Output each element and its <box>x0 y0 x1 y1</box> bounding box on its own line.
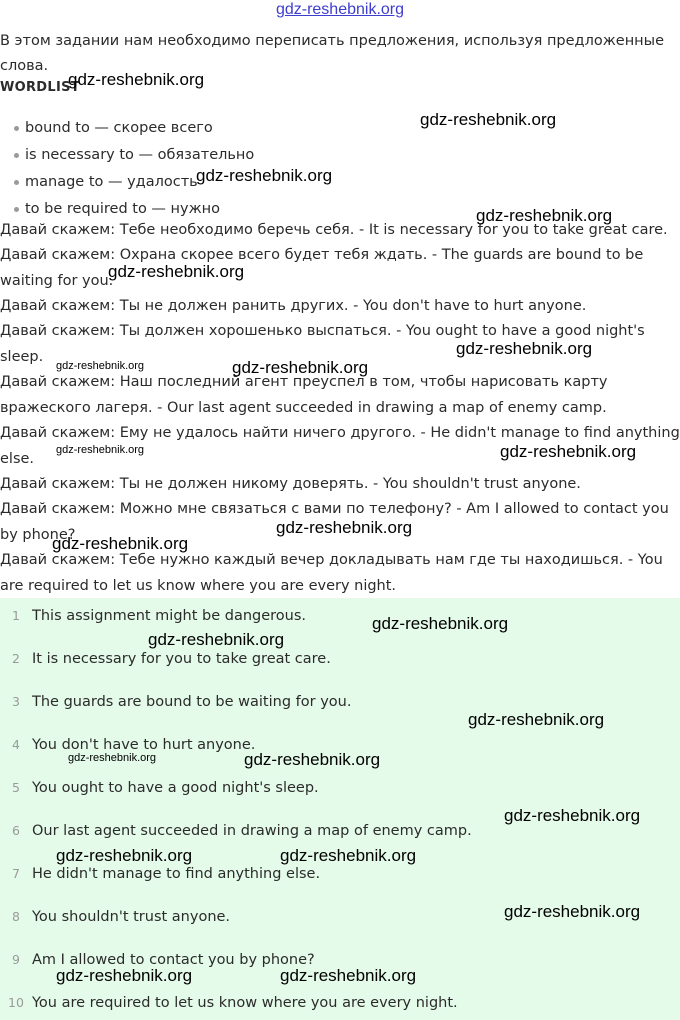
watermark: gdz-reshebnik.org <box>56 444 145 456</box>
watermark: gdz-reshebnik.org <box>500 442 637 461</box>
watermark: gdz-reshebnik.org <box>56 966 193 985</box>
watermark: gdz-reshebnik.org <box>372 614 509 633</box>
watermark: gdz-reshebnik.org <box>68 70 205 89</box>
answer-row: 10 You are required to let us know where you are every night. <box>8 995 458 1011</box>
bullet-icon <box>14 126 19 131</box>
watermark: gdz-reshebnik.org <box>196 166 333 185</box>
example-sentence: Давай скажем: Ты не должен ранить других. - You don't have to hurt anyone. <box>0 298 587 314</box>
bullet-icon <box>14 153 19 158</box>
watermark: gdz-reshebnik.org <box>456 339 593 358</box>
answer-row: 1 This assignment might be dangerous. <box>12 608 307 624</box>
watermark: gdz-reshebnik.org <box>244 750 381 769</box>
answer-row: 3 The guards are bound to be waiting for you. <box>12 694 352 710</box>
watermark: gdz-reshebnik.org <box>148 630 285 649</box>
bullet-icon <box>14 180 19 185</box>
answer-row: 2 It is necessary for you to take great care. <box>12 651 331 667</box>
answer-row: 5 You ought to have a good night's sleep. <box>12 780 319 796</box>
watermark: gdz-reshebnik.org <box>280 846 417 865</box>
wordlist-title: WORDLIST <box>0 80 80 95</box>
watermark: gdz-reshebnik.org <box>504 902 641 921</box>
wordlist-item: to be required to — нужно <box>14 200 220 218</box>
answer-row: 7 He didn't manage to find anything else. <box>12 866 321 882</box>
watermark: gdz-reshebnik.org <box>52 534 189 553</box>
watermark: gdz-reshebnik.org <box>232 358 369 377</box>
answer-row: 6 Our last agent succeeded in drawing a map of enemy camp. <box>12 823 472 839</box>
watermark: gdz-reshebnik.org <box>504 806 641 825</box>
watermark: gdz-reshebnik.org <box>420 110 557 129</box>
watermark: gdz-reshebnik.org <box>276 518 413 537</box>
example-sentence: Давай скажем: Можно мне связаться с вами по телефону? - Am I allowed to contact you by phone? <box>0 501 669 543</box>
example-sentence: Давай скажем: Наш последний агент преуспел в том, чтобы нарисовать карту вражеского лагеря. - Our last agent succeeded in drawing a map of enemy camp. <box>0 374 608 416</box>
watermark: gdz-reshebnik.org <box>56 360 145 372</box>
answer-row: 4 You don't have to hurt anyone. <box>12 737 256 753</box>
watermark: gdz-reshebnik.org <box>108 262 245 281</box>
watermark: gdz-reshebnik.org <box>468 710 605 729</box>
example-sentence: Давай скажем: Охрана скорее всего будет тебя ждать. - The guards are bound to be waiting for you. <box>0 247 644 289</box>
site-header-link[interactable]: gdz-reshebnik.org <box>275 1 405 18</box>
watermark: gdz-reshebnik.org <box>68 752 157 764</box>
example-sentence: Давай скажем: Тебе нужно каждый вечер докладывать нам где ты находишься. - You are required to let us know where you are every night. <box>0 552 663 594</box>
example-sentence: Давай скажем: Ты не должен никому доверять. - You shouldn't trust anyone. <box>0 476 581 492</box>
example-sentence: Давай скажем: Тебе необходимо беречь себя. - It is necessary for you to take great care. <box>0 222 668 238</box>
wordlist-item: bound to — скорее всего <box>14 119 213 137</box>
bullet-icon <box>14 207 19 212</box>
answers-block <box>0 598 680 1020</box>
example-sentence: Давай скажем: Ты должен хорошенько выспаться. - You ought to have a good night's sleep. <box>0 323 645 365</box>
watermark: gdz-reshebnik.org <box>280 966 417 985</box>
answer-row: 8 You shouldn't trust anyone. <box>12 909 231 925</box>
wordlist-item: manage to — удалость <box>14 173 198 191</box>
watermark: gdz-reshebnik.org <box>476 206 613 225</box>
watermark: gdz-reshebnik.org <box>56 846 193 865</box>
answer-row: 9 Am I allowed to contact you by phone? <box>12 952 315 968</box>
example-sentence: Давай скажем: Ему не удалось найти ничего другого. - He didn't manage to find anything else. <box>0 425 680 467</box>
wordlist-item: is necessary to — обязательно <box>14 146 254 164</box>
intro-text: В этом задании нам необходимо переписать предложения, используя предложенные слова. <box>0 33 665 74</box>
